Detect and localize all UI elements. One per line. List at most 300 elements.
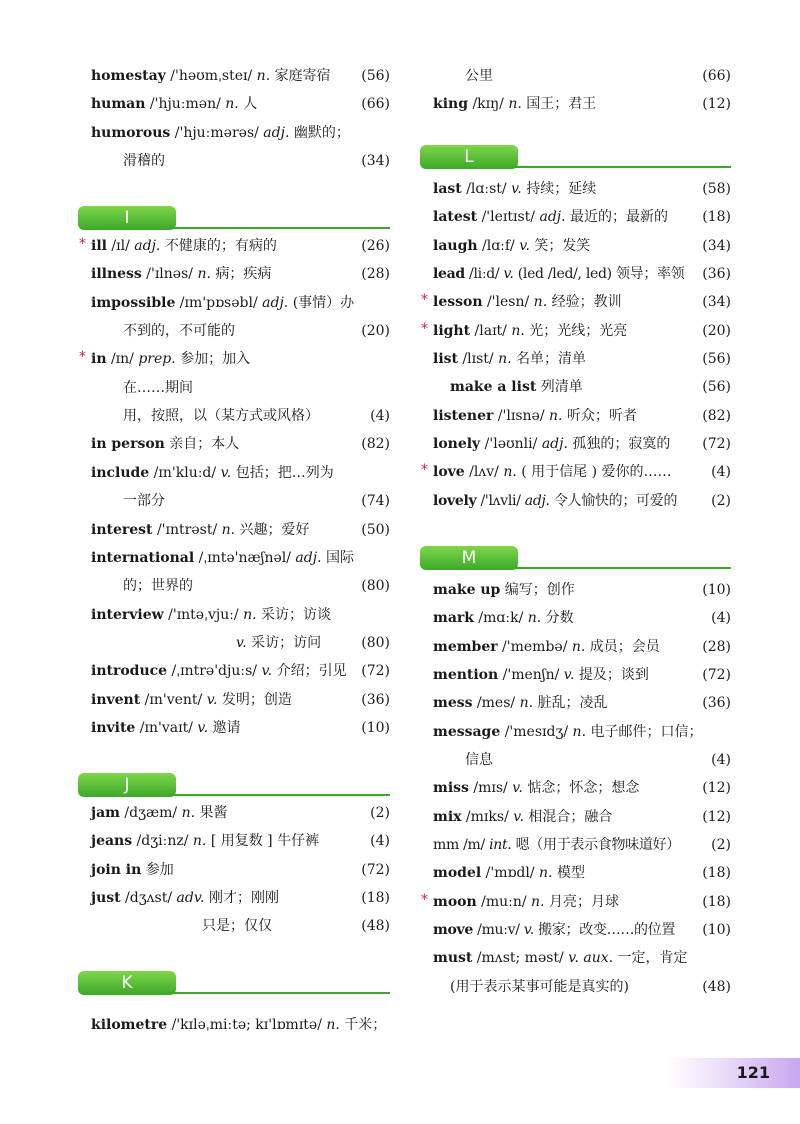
unit-number: (74) (361, 493, 390, 510)
definition: ( 用于信尾 ) 爱你的…… (516, 464, 672, 481)
part-of-speech: n. (527, 610, 542, 627)
entry-interest (78, 516, 390, 544)
headword: interest (91, 521, 153, 538)
entry-make-up (420, 576, 731, 604)
entry-message (420, 718, 731, 746)
page-number: 121 (736, 1063, 770, 1082)
entry-lovely (420, 487, 731, 515)
unit-number: (10) (361, 719, 390, 736)
entry-lead (420, 260, 731, 288)
part-of-speech: v. (563, 666, 575, 683)
part-of-speech: n. (503, 464, 517, 481)
entry-join-in (78, 856, 390, 884)
definition: (用于表示某事可能是真实的) (450, 978, 629, 995)
entry-international-cont (78, 572, 390, 600)
section-rule (170, 992, 390, 994)
entry-king (420, 90, 731, 118)
part-of-speech: n. (548, 407, 563, 424)
definition: 持续；延续 (521, 181, 597, 198)
definition: 名单；清单 (511, 351, 587, 368)
definition: 包括；把…列为 (231, 464, 334, 481)
unit-number: (66) (361, 96, 390, 113)
phonetic: /'hjuːmən/ (145, 96, 226, 113)
entry-must-cont (420, 973, 731, 1001)
definition: 成员；会员 (585, 638, 660, 655)
unit-number: (34) (361, 153, 390, 170)
part-of-speech: v. (513, 808, 524, 825)
entry-human (78, 90, 390, 118)
star-marker: * (79, 236, 86, 253)
headword: human (91, 96, 146, 113)
unit-number: (4) (711, 751, 731, 768)
phonetic: /ɪn'kluːd/ (149, 464, 221, 481)
headword: impossible (91, 294, 176, 311)
unit-number: (56) (361, 68, 390, 84)
unit-number: (2) (711, 492, 731, 509)
part-of-speech: n. (192, 833, 207, 850)
entry-homestay (78, 62, 390, 90)
phonetic: /kɪŋ/ (468, 96, 509, 113)
definition: 搬家；改变……的位置 (533, 921, 676, 938)
phonetic: /lɑːf/ (477, 237, 520, 254)
star-marker: * (421, 462, 428, 479)
headword: member (433, 638, 498, 655)
unit-number: (34) (702, 294, 731, 311)
section-letter: L (420, 145, 518, 169)
section-header-k (78, 969, 390, 997)
unit-number: (48) (361, 918, 390, 935)
star-marker: * (421, 320, 428, 337)
unit-number: (4) (711, 610, 731, 627)
definition: 病；疾病 (210, 266, 272, 283)
unit-number: (56) (702, 379, 731, 396)
entry-kilometre (78, 1011, 390, 1039)
phonetic: /ɪn'vaɪt/ (135, 719, 198, 736)
headword: lesson (433, 294, 483, 311)
headword: mess (433, 695, 473, 712)
entry-humorous-cont (78, 147, 390, 175)
entry-in-sense3 (78, 402, 390, 430)
phonetic: /mɪs/ (468, 780, 513, 797)
headword: ill (91, 238, 107, 255)
phonetic: /ɪn'vent/ (140, 691, 207, 708)
unit-number: (72) (702, 666, 731, 683)
entry-moon (420, 888, 731, 916)
entry-humorous (78, 119, 390, 147)
section-rule (170, 227, 390, 229)
headword: international (91, 549, 195, 566)
phonetic: /'hjuːmərəs/ (170, 124, 264, 141)
unit-number: (28) (361, 266, 390, 283)
headword: interview (91, 606, 164, 623)
definition: 采访；访谈 (256, 606, 332, 623)
part-of-speech: adj. (539, 209, 566, 226)
entry-miss (420, 774, 731, 802)
entry-ill (78, 232, 390, 260)
definition: 国王；君王 (521, 96, 597, 113)
phonetic: /'həʊmˌsteɪ/ (165, 68, 257, 84)
unit-number: (72) (361, 861, 390, 878)
headword: moon (433, 893, 477, 910)
headword: jeans (91, 833, 133, 850)
entry-lonely (420, 430, 731, 458)
section-letter: J (78, 773, 176, 797)
unit-number: (2) (370, 804, 390, 821)
section-header-i (78, 204, 390, 232)
part-of-speech: int. (489, 836, 512, 853)
headword: in (91, 351, 107, 368)
entry-illness (78, 260, 390, 288)
unit-number: (20) (361, 323, 390, 340)
entry-last (420, 175, 731, 203)
headword: kilometre (91, 1017, 168, 1034)
part-of-speech: n. (533, 294, 548, 311)
part-of-speech: adj. (263, 124, 290, 141)
phonetic: /'ɪlnəs/ (141, 266, 198, 283)
headword: mention (433, 666, 499, 683)
unit-number: (48) (702, 978, 731, 995)
definition: 编写；创作 (500, 581, 575, 598)
definition: 不健康的；有病的 (160, 238, 277, 255)
part-of-speech: v. (197, 719, 209, 736)
phonetic: /'mɒdl/ (481, 865, 540, 882)
section-rule (512, 567, 731, 569)
phonetic: /'ləʊnli/ (480, 436, 542, 453)
unit-number: (82) (361, 436, 390, 453)
part-of-speech: n. (181, 804, 196, 821)
entry-interview (78, 601, 390, 629)
definition: 人 (238, 96, 258, 113)
headword: make a list (450, 379, 537, 396)
headword: invent (91, 691, 141, 708)
right-column (420, 62, 731, 1001)
headword: laugh (433, 237, 478, 254)
unit-number: (36) (702, 266, 731, 283)
section-letter: I (78, 206, 176, 230)
entry-make-a-list (420, 373, 731, 401)
entry-mention (420, 661, 731, 689)
headword: mark (433, 610, 474, 627)
phonetic: /'lesn/ (482, 294, 534, 311)
phonetic: /mɪks/ (461, 808, 514, 825)
unit-number: (72) (361, 663, 390, 680)
entry-member (420, 633, 731, 661)
entry-mix (420, 803, 731, 831)
phonetic: /'leɪtɪst/ (477, 209, 540, 226)
phonetic: /'lʌvli/ (476, 492, 525, 509)
part-of-speech: n. (539, 865, 553, 882)
definition: 列清单 (536, 379, 583, 396)
part-of-speech: n. (531, 893, 545, 910)
entry-in (78, 345, 390, 373)
phonetic: /mʌst; məst/ (472, 950, 569, 967)
headword: lovely (433, 492, 477, 509)
headword: king (433, 96, 468, 113)
headword: homestay (91, 68, 166, 84)
part-of-speech: v. (236, 634, 247, 651)
definition: 邀请 (208, 719, 241, 736)
headword: love (433, 464, 465, 481)
unit-number: (10) (702, 581, 731, 598)
definition: 兴趣；爱好 (235, 521, 310, 538)
part-of-speech: n. (571, 638, 586, 655)
entry-latest (420, 203, 731, 231)
phonetic: /mes/ (472, 695, 520, 712)
part-of-speech: n. (243, 606, 257, 623)
unit-number: (66) (702, 68, 731, 84)
part-of-speech: v. aux. (568, 950, 614, 967)
unit-number: (72) (702, 436, 731, 453)
headword: introduce (91, 663, 168, 680)
entry-just-sense2 (78, 912, 390, 940)
definition: 家庭寄宿 (270, 68, 331, 84)
unit-number: (34) (702, 237, 731, 254)
left-column (78, 62, 390, 1040)
part-of-speech: n. (256, 68, 271, 84)
unit-number: (36) (361, 691, 390, 708)
part-of-speech: n. (511, 322, 525, 339)
part-of-speech: adj. (524, 492, 550, 509)
section-letter: M (420, 546, 518, 570)
definition: 相混合；融合 (523, 808, 613, 825)
part-of-speech: adj. (541, 436, 568, 453)
definition: [ 用复数 ] 牛仔裤 (206, 833, 320, 850)
unit-number: (50) (361, 521, 390, 538)
headword: move (433, 921, 473, 938)
part-of-speech: v. (523, 921, 534, 938)
entry-listener (420, 402, 731, 430)
headword: just (91, 889, 121, 906)
headword: make up (433, 581, 501, 598)
unit-number: (4) (370, 833, 390, 850)
page-number-bar (666, 1058, 800, 1088)
unit-number: (20) (702, 322, 731, 339)
entry-laugh (420, 232, 731, 260)
unit-number: (56) (702, 351, 731, 368)
headword: latest (433, 209, 478, 226)
section-header-j (78, 771, 390, 799)
headword: mix (433, 808, 462, 825)
entry-introduce (78, 657, 390, 685)
definition: 采访；访问 (246, 634, 322, 651)
definition: (事情）办 (288, 294, 355, 311)
phonetic: /'menʃn/ (498, 666, 564, 683)
unit-number: (82) (702, 407, 731, 424)
unit-number: (12) (702, 780, 731, 797)
definition: 不到的，不可能的 (123, 323, 235, 340)
definition: 孤独的；寂寞的 (567, 436, 671, 453)
phonetic: /m/ (458, 836, 490, 853)
phonetic: /dʒʌst/ (120, 889, 177, 906)
entry-interview-verb (78, 629, 390, 657)
entry-international (78, 544, 390, 572)
definition: 令人愉快的；可爱的 (549, 492, 678, 509)
headword: must (433, 950, 473, 967)
entry-model (420, 859, 731, 887)
definition: 发明；创造 (217, 691, 292, 708)
entry-kilometre-cont (420, 62, 731, 90)
headword: illness (91, 266, 142, 283)
part-of-speech: adj. (134, 238, 161, 255)
part-of-speech: n. (508, 96, 522, 113)
part-of-speech: v. (511, 181, 522, 198)
unit-number: (18) (702, 865, 731, 882)
definition: 分数 (541, 610, 574, 627)
part-of-speech: n. (221, 521, 236, 538)
entry-impossible (78, 289, 390, 317)
headword: invite (91, 719, 136, 736)
part-of-speech: v. (519, 237, 530, 254)
phonetic: /mɑːk/ (473, 610, 528, 627)
definition: 千米； (339, 1017, 387, 1034)
unit-number: (18) (361, 889, 390, 906)
part-of-speech: n. (572, 723, 587, 740)
definition: 电子邮件；口信； (586, 723, 703, 740)
entry-jam (78, 799, 390, 827)
unit-number: (58) (702, 181, 731, 198)
part-of-speech: n. (225, 96, 239, 113)
definition: 亲自；本人 (164, 436, 240, 453)
headword: listener (433, 407, 494, 424)
definition: 介绍；引见 (272, 663, 347, 680)
definition: 用，按照，以（某方式或风格） (123, 408, 319, 425)
headword: model (433, 865, 482, 882)
part-of-speech: adj. (295, 549, 322, 566)
headword: lonely (433, 436, 481, 453)
headword: last (433, 181, 462, 198)
definition: 一定，肯定 (613, 950, 688, 967)
headword: in person (91, 436, 165, 453)
headword: jam (91, 804, 120, 821)
entry-light (420, 317, 731, 345)
definition: 只是；仅仅 (202, 918, 272, 935)
definition: 嗯（用于表示食物味道好） (511, 836, 681, 853)
phonetic: /ˌɪntrə'djuːs/ (167, 663, 262, 680)
definition: 信息 (465, 751, 493, 768)
section-header-m (420, 544, 731, 572)
definition: 幽默的； (289, 124, 350, 141)
part-of-speech: n. (519, 695, 534, 712)
definition: 经验；教训 (547, 294, 622, 311)
definition: 的；世界的 (123, 578, 193, 595)
section-header-l (420, 143, 731, 171)
star-marker: * (421, 891, 428, 908)
entry-include-cont (78, 487, 390, 515)
unit-number: (12) (702, 808, 731, 825)
part-of-speech: v. (261, 663, 273, 680)
section-letter: K (78, 971, 176, 995)
entry-impossible-cont (78, 317, 390, 345)
part-of-speech: n. (498, 351, 512, 368)
phonetic: /dʒæm/ (119, 804, 182, 821)
part-of-speech: v. (503, 266, 514, 283)
part-of-speech: v. (206, 691, 218, 708)
definition: (led /led/, led) 领导；率领 (513, 266, 685, 283)
entry-invite (78, 714, 390, 742)
entry-in-sense2 (78, 374, 390, 402)
phonetic: /lɑːst/ (461, 181, 512, 198)
section-rule (170, 794, 390, 796)
definition: 在……期间 (123, 379, 193, 396)
entry-include (78, 459, 390, 487)
headword: list (433, 351, 458, 368)
entry-jeans (78, 827, 390, 855)
phonetic: /ɪn/ (106, 351, 139, 368)
definition: 参加 (141, 861, 174, 878)
part-of-speech: n. (197, 266, 211, 283)
entry-invent (78, 686, 390, 714)
part-of-speech: n. (326, 1017, 340, 1034)
phonetic: /muːv/ (473, 921, 524, 938)
star-marker: * (79, 349, 86, 366)
unit-number: (26) (361, 238, 390, 255)
part-of-speech: adv. (176, 889, 205, 906)
definition: 提及；谈到 (574, 666, 649, 683)
unit-number: (12) (702, 96, 731, 113)
definition: 月亮；月球 (544, 893, 619, 910)
entry-lesson (420, 288, 731, 316)
definition: 听众；听者 (562, 407, 637, 424)
definition: 参加；加入 (175, 351, 251, 368)
part-of-speech: adj. (262, 294, 289, 311)
headword: join in (91, 861, 142, 878)
star-marker: * (421, 292, 428, 309)
unit-number: (2) (711, 836, 731, 853)
headword: miss (433, 780, 469, 797)
phonetic: /lʌv/ (464, 464, 504, 481)
phonetic: /'kɪləˌmiːtə; kɪ'lɒmɪtə/ (167, 1017, 327, 1034)
unit-number: (10) (702, 921, 731, 938)
headword: light (433, 322, 471, 339)
phonetic: /ˌɪntə'næʃnəl/ (194, 549, 296, 566)
headword: lead (433, 266, 465, 283)
definition: 惦念；怀念；想念 (522, 780, 640, 797)
definition: 公里 (465, 68, 493, 84)
entry-in-person (78, 430, 390, 458)
definition: 国际 (321, 549, 354, 566)
headword: mm (433, 836, 459, 853)
entry-just (78, 884, 390, 912)
definition: 刚才；刚刚 (204, 889, 279, 906)
phonetic: /ɪl/ (106, 238, 135, 255)
unit-number: (18) (702, 209, 731, 226)
phonetic: /'ɪntəˌvjuː/ (163, 606, 244, 623)
phonetic: /ɪm'pɒsəbl/ (175, 294, 263, 311)
part-of-speech: prep. (138, 351, 176, 368)
phonetic: /'mesɪdʒ/ (500, 723, 573, 740)
phonetic: /'lɪsnə/ (493, 407, 549, 424)
definition: 滑稽的 (123, 153, 165, 170)
phonetic: /lɪst/ (458, 351, 499, 368)
unit-number: (4) (711, 464, 731, 481)
phonetic: /laɪt/ (470, 322, 512, 339)
phonetic: /'ɪntrəst/ (152, 521, 222, 538)
definition: 模型 (552, 865, 585, 882)
entry-move (420, 916, 731, 944)
definition: 一部分 (123, 493, 165, 510)
unit-number: (28) (702, 638, 731, 655)
definition: 笑；发笑 (529, 237, 591, 254)
unit-number: (80) (361, 578, 390, 595)
headword: message (433, 723, 501, 740)
definition: 果酱 (195, 804, 228, 821)
entry-list (420, 345, 731, 373)
entry-mess (420, 689, 731, 717)
headword: humorous (91, 124, 171, 141)
phonetic: /dʒiːnz/ (132, 833, 193, 850)
definition: 脏乱；凌乱 (533, 695, 608, 712)
definition: 最近的；最新的 (565, 209, 669, 226)
